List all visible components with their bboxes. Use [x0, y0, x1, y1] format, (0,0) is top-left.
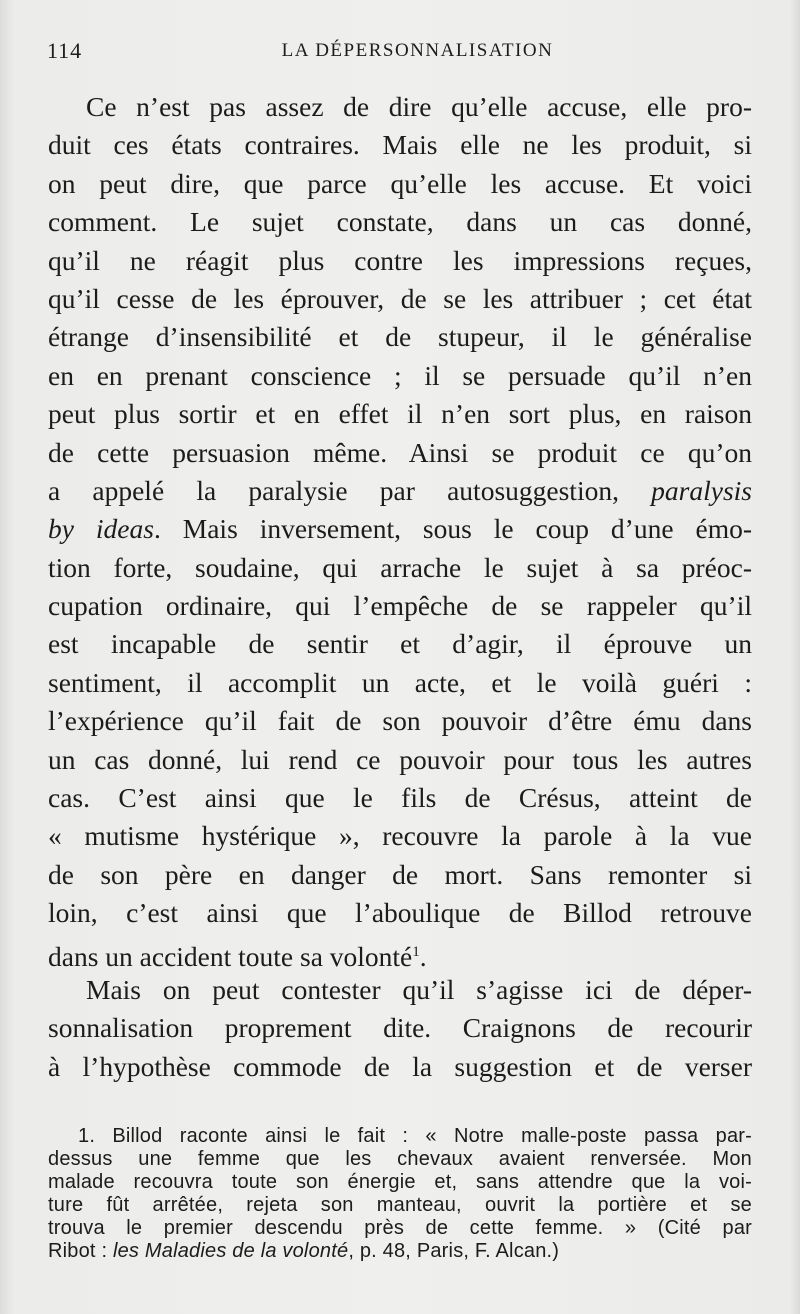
footnote-line — [48, 1240, 752, 1263]
text-line: tion forte, soudaine, qui arrache le sujet à sa préoc- — [48, 551, 752, 583]
text-line: sonnalisation proprement dite. Craignons de recourir — [48, 1012, 752, 1044]
text-line: « mutisme hystérique », recouvre la parole à la vue — [48, 820, 752, 852]
text-segment: Ribot : — [48, 1240, 108, 1262]
text-line: peut plus sortir et en effet il n’en sort plus, en raison — [48, 398, 752, 430]
text-line: on peut dire, que parce qu’elle les accuse. Et voici — [48, 167, 752, 199]
text-line: l’expérience qu’il fait de son pouvoir d’être ému dans — [48, 705, 752, 737]
text-line: étrange d’insensibilité et de stupeur, il le généralise — [48, 321, 752, 353]
text-line — [48, 510, 752, 548]
text-line: Mais on peut contester qu’il s’agisse ici de déper- — [86, 973, 752, 1005]
text-line: qu’il ne réagit plus contre les impressions reçues, — [48, 244, 752, 276]
italic-title: les Maladies de la volonté — [112, 1240, 349, 1262]
text-line: de son père en danger de mort. Sans remonter si — [48, 858, 752, 890]
text-line: loin, c’est ainsi que l’aboulique de Billod retrouve — [48, 897, 752, 929]
footnote — [48, 1125, 752, 1263]
text-segment: . Mais inversement, sous le coup d’une émo- — [153, 513, 752, 545]
page-header — [47, 38, 748, 68]
footnote-line: 1. Billod raconte ainsi le fait : « Notre malle-poste passa par- — [78, 1125, 752, 1147]
text-line: est incapable de sentir et d’agir, il éprouve un — [48, 628, 752, 660]
text-line: à l’hypothèse commode de la suggestion et de verser — [48, 1050, 752, 1082]
text-segment: a appelé la paralysie par autosuggestion, — [48, 474, 619, 506]
footnote-line: ture fût arrêtée, rejeta son manteau, ouvrit la portière et se — [48, 1194, 752, 1216]
text-line — [48, 472, 752, 510]
footnote-line: trouva le premier descendu près de cette femme. » (Cité par — [48, 1217, 752, 1239]
body-text — [48, 88, 752, 1086]
page-number: 114 — [47, 38, 83, 63]
text-line: de cette persuasion même. Ainsi se produit ce qu’on — [48, 436, 752, 468]
text-segment: , p. 48, Paris, F. Alcan.) — [348, 1240, 560, 1262]
text-line: sentiment, il accomplit un acte, et le voilà guéri : — [48, 666, 752, 698]
footnote-marker: 1 — [412, 943, 420, 960]
text-segment: dans un accident toute sa volonté — [48, 940, 413, 972]
text-line — [48, 933, 752, 971]
text-line: Ce n’est pas assez de dire qu’elle accuse, elle pro- — [86, 91, 752, 122]
text-line: cupation ordinaire, qui l’empêche de se rappeler qu’il — [48, 590, 752, 622]
text-line: comment. Le sujet constate, dans un cas donné, — [48, 206, 752, 238]
text-segment: . — [419, 940, 427, 972]
text-line: un cas donné, lui rend ce pouvoir pour tous les autres — [48, 743, 752, 775]
footnote-line: dessus une femme que les chevaux avaient renversée. Mon — [48, 1148, 752, 1170]
text-line: en en prenant conscience ; il se persuade qu’il n’en — [48, 359, 752, 391]
text-line: cas. C’est ainsi que le fils de Crésus, atteint de — [48, 782, 752, 814]
italic-term: paralysis — [651, 474, 752, 506]
text-line: duit ces états contraires. Mais elle ne les produit, si — [48, 129, 752, 161]
running-title: LA DÉPERSONNALISATION — [281, 40, 554, 61]
footnote-line: malade recouvra toute son énergie et, sans attendre que la voi- — [48, 1171, 752, 1193]
text-line: qu’il cesse de les éprouver, de se les attribuer ; cet état — [48, 282, 752, 314]
italic-term: by ideas — [48, 513, 154, 545]
